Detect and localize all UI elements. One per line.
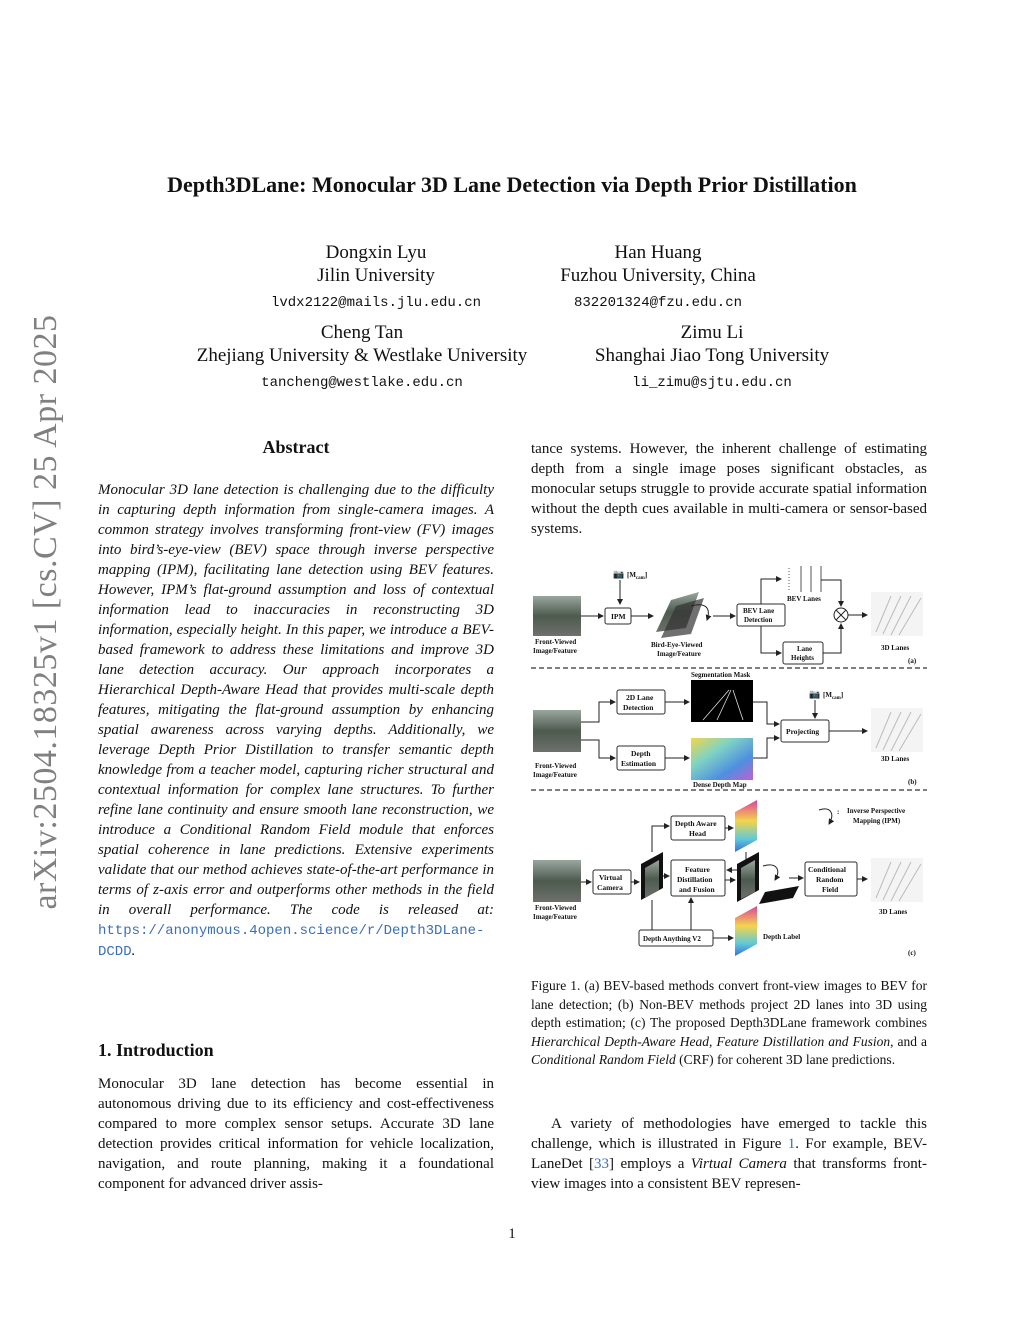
panel-c-label: (c) bbox=[908, 949, 916, 957]
3d-lanes-plot-c bbox=[871, 858, 923, 902]
author-name: Cheng Tan bbox=[320, 322, 404, 343]
paper-title: Depth3DLane: Monocular 3D Lane Detection via Depth Prior Distillation bbox=[167, 172, 857, 197]
depth-label-text: Depth Label bbox=[763, 933, 801, 941]
author-email[interactable]: tancheng@westlake.edu.cn bbox=[261, 375, 463, 391]
crf-label: Conditional bbox=[808, 865, 846, 874]
figure-reference-link[interactable]: 1 bbox=[787, 1136, 796, 1152]
front-view-label: Front-Viewed bbox=[535, 762, 577, 770]
depth-label-map bbox=[735, 906, 757, 956]
ipm-legend-label: Mapping (IPM) bbox=[853, 817, 901, 825]
dense-depth-map-image bbox=[691, 738, 753, 780]
mcam-label: $[M_{cam}]$ bbox=[627, 571, 648, 581]
arxiv-identifier: arXiv:2504.18325v1 [cs.CV] 25 Apr 2025 bbox=[27, 314, 64, 910]
author-email[interactable]: li_zimu@sjtu.edu.cn bbox=[632, 375, 792, 391]
introduction-heading: 1. Introduction bbox=[98, 1040, 214, 1060]
author-email[interactable]: 832201324@fzu.edu.cn bbox=[573, 295, 743, 311]
segmentation-mask-image bbox=[691, 680, 753, 722]
front-view-image bbox=[533, 710, 581, 752]
bev-label: Image/Feature bbox=[657, 650, 701, 658]
depth-aware-head-label: Depth Aware bbox=[675, 819, 717, 828]
introduction-continuation: tance systems. However, the inherent challenge of estimating depth from a single image poses significant obstacles, as monocular setups struggle to provide accurate spatial information without the depth cues available in multi-camera or sensor-based systems. bbox=[531, 441, 927, 537]
depth-feature-map bbox=[735, 800, 757, 852]
bev-feature-map bbox=[759, 886, 799, 904]
ipm-legend-colon: : bbox=[837, 808, 840, 816]
mcam-label: $[M_{cam}]$ bbox=[823, 691, 844, 701]
author-block bbox=[241, 241, 511, 311]
depth-aware-head-label: Head bbox=[689, 829, 707, 838]
author-block bbox=[572, 321, 852, 391]
bev-lane-detection-label: Detection bbox=[744, 616, 773, 624]
abstract-url-suffix: . bbox=[131, 943, 136, 959]
bev-lane-detection-label: BEV Lane bbox=[743, 607, 775, 615]
author-affiliation: Fuzhou University, China bbox=[560, 265, 756, 286]
author-affiliation: Zhejiang University & Westlake University bbox=[196, 345, 528, 366]
figure-1-diagram bbox=[531, 562, 927, 970]
depth-estimation-label: Depth bbox=[631, 749, 651, 758]
dense-depth-label: Dense Depth Map bbox=[693, 781, 747, 789]
panel-b-label: (b) bbox=[908, 778, 917, 786]
ipm-label: IPM bbox=[611, 612, 626, 621]
author-email[interactable]: lvdx2122@mails.jlu.edu.cn bbox=[270, 295, 482, 311]
depth-estimation-label: Estimation bbox=[621, 759, 657, 768]
bev-label: Bird-Eye-Viewed bbox=[651, 641, 703, 649]
lane-heights-label: Lane bbox=[797, 645, 813, 653]
bev-lanes-plot bbox=[789, 566, 821, 592]
3d-lanes-plot-a bbox=[871, 592, 923, 636]
abstract-heading: Abstract bbox=[262, 437, 330, 457]
virtual-camera-label: Virtual bbox=[599, 873, 623, 882]
author-affiliation: Jilin University bbox=[317, 265, 435, 286]
2d-lane-detection-label: 2D Lane bbox=[626, 693, 654, 702]
front-view-label: Image/Feature bbox=[533, 771, 577, 779]
feature-distillation-label: Distillation bbox=[677, 875, 713, 884]
abstract-body bbox=[98, 480, 494, 962]
front-view-image bbox=[533, 596, 581, 636]
3d-lanes-label: 3D Lanes bbox=[881, 755, 910, 763]
segmentation-mask-label: Segmentation Mask bbox=[691, 671, 751, 679]
front-view-label: Front-Viewed bbox=[535, 638, 577, 646]
author-name: Zimu Li bbox=[680, 322, 744, 343]
ipm-legend-label: Inverse Perspective bbox=[847, 807, 906, 815]
front-view-label: Image/Feature bbox=[533, 913, 577, 921]
front-view-label: Image/Feature bbox=[533, 647, 577, 655]
figure-caption: Figure 1. (a) BEV-based methods convert front-view images to BEV for lane detection; (b) Non-BEV methods project 2D lanes into 3D using depth estimation; (c) The proposed Depth3DLane framework combines Hierarchical Depth-Aware Head, Feature Distillation and Fusion, and a Conditional Random Field (CRF) for coherent 3D lane predictions. bbox=[531, 978, 928, 1067]
front-view-image bbox=[533, 860, 581, 902]
feature-distillation-label: Feature bbox=[685, 865, 710, 874]
page-number: 1 bbox=[508, 1226, 516, 1242]
projecting-label: Projecting bbox=[786, 727, 820, 736]
depth-anything-label: Depth Anything V2 bbox=[643, 935, 701, 943]
2d-lane-detection-label: Detection bbox=[623, 703, 654, 712]
author-block bbox=[176, 321, 548, 391]
camera-icon: 📷 bbox=[809, 689, 821, 699]
author-block bbox=[528, 241, 788, 311]
code-link[interactable]: https://anonymous.4open.science/r/Depth3DLane-DCDD bbox=[98, 923, 485, 960]
author-affiliation: Shanghai Jiao Tong University bbox=[594, 345, 830, 366]
figure-1 bbox=[531, 562, 927, 970]
citation-link[interactable]: 33 bbox=[594, 1156, 610, 1172]
front-view-label: Front-Viewed bbox=[535, 904, 577, 912]
crf-label: Field bbox=[822, 885, 839, 894]
lane-heights-label: Heights bbox=[791, 654, 814, 662]
virtual-camera-label: Camera bbox=[597, 883, 623, 892]
panel-a-label: (a) bbox=[908, 657, 917, 665]
camera-icon: 📷 bbox=[613, 569, 625, 579]
3d-lanes-label: 3D Lanes bbox=[879, 908, 908, 916]
introduction-paragraph: Monocular 3D lane detection has become essential in autonomous driving due to its efficiency and cost-effectiveness compared to more complex sensor setups. Accurate 3D lane detection provides critical information for vehicle localization, navigation, and route planning, making it a foundational component for advanced driver assis- bbox=[98, 1076, 494, 1192]
bev-lanes-label: BEV Lanes bbox=[787, 595, 821, 603]
author-name: Han Huang bbox=[614, 242, 702, 263]
3d-lanes-plot-b bbox=[871, 708, 923, 752]
crf-label: Random bbox=[816, 875, 844, 884]
feature-distillation-label: and Fusion bbox=[679, 885, 715, 894]
abstract-text: Monocular 3D lane detection is challenging due to the difficulty in capturing depth information from single-camera images. A common strategy involves transforming front-view (FV) images into bird’s-eye-view (BEV) space through inverse perspective mapping (IPM), facilitating lane detection using BEV features. However, IPM’s flat-ground assumption and loss of contextual information lead to inaccuracies in reconstructing 3D information, especially height. In this paper, we introduce a BEV-based framework to address these limitations and improve 3D lane detection accuracy. Our approach incorporates a Hierarchical Depth-Aware Head that provides multi-scale depth features, mitigating the flat-ground assumption by enhancing spatial awareness across varying depths. Additionally, we leverage Depth Prior Distillation to transfer semantic depth knowledge from a teacher model, capturing richer structural and contextual information for complex lane structures. To further refine lane continuity and ensure smooth lane reconstruction, we introduce a Conditional Random Field module that enforces spatial coherence in lane predictions. Extensive experiments validate that our method achieves state-of-the-art performance in terms of z-axis error and outperforms other methods in the field in overall performance. The code is released at: bbox=[98, 482, 494, 918]
introduction-paragraph-2: A variety of methodologies have emerged to tackle this challenge, which is illustrated in Figure 1. For example, BEV-LaneDet [33] employs a Virtual Camera that transforms front-view images into a consistent BEV represen- bbox=[531, 1116, 927, 1192]
3d-lanes-label: 3D Lanes bbox=[881, 644, 910, 652]
author-name: Dongxin Lyu bbox=[325, 242, 427, 263]
